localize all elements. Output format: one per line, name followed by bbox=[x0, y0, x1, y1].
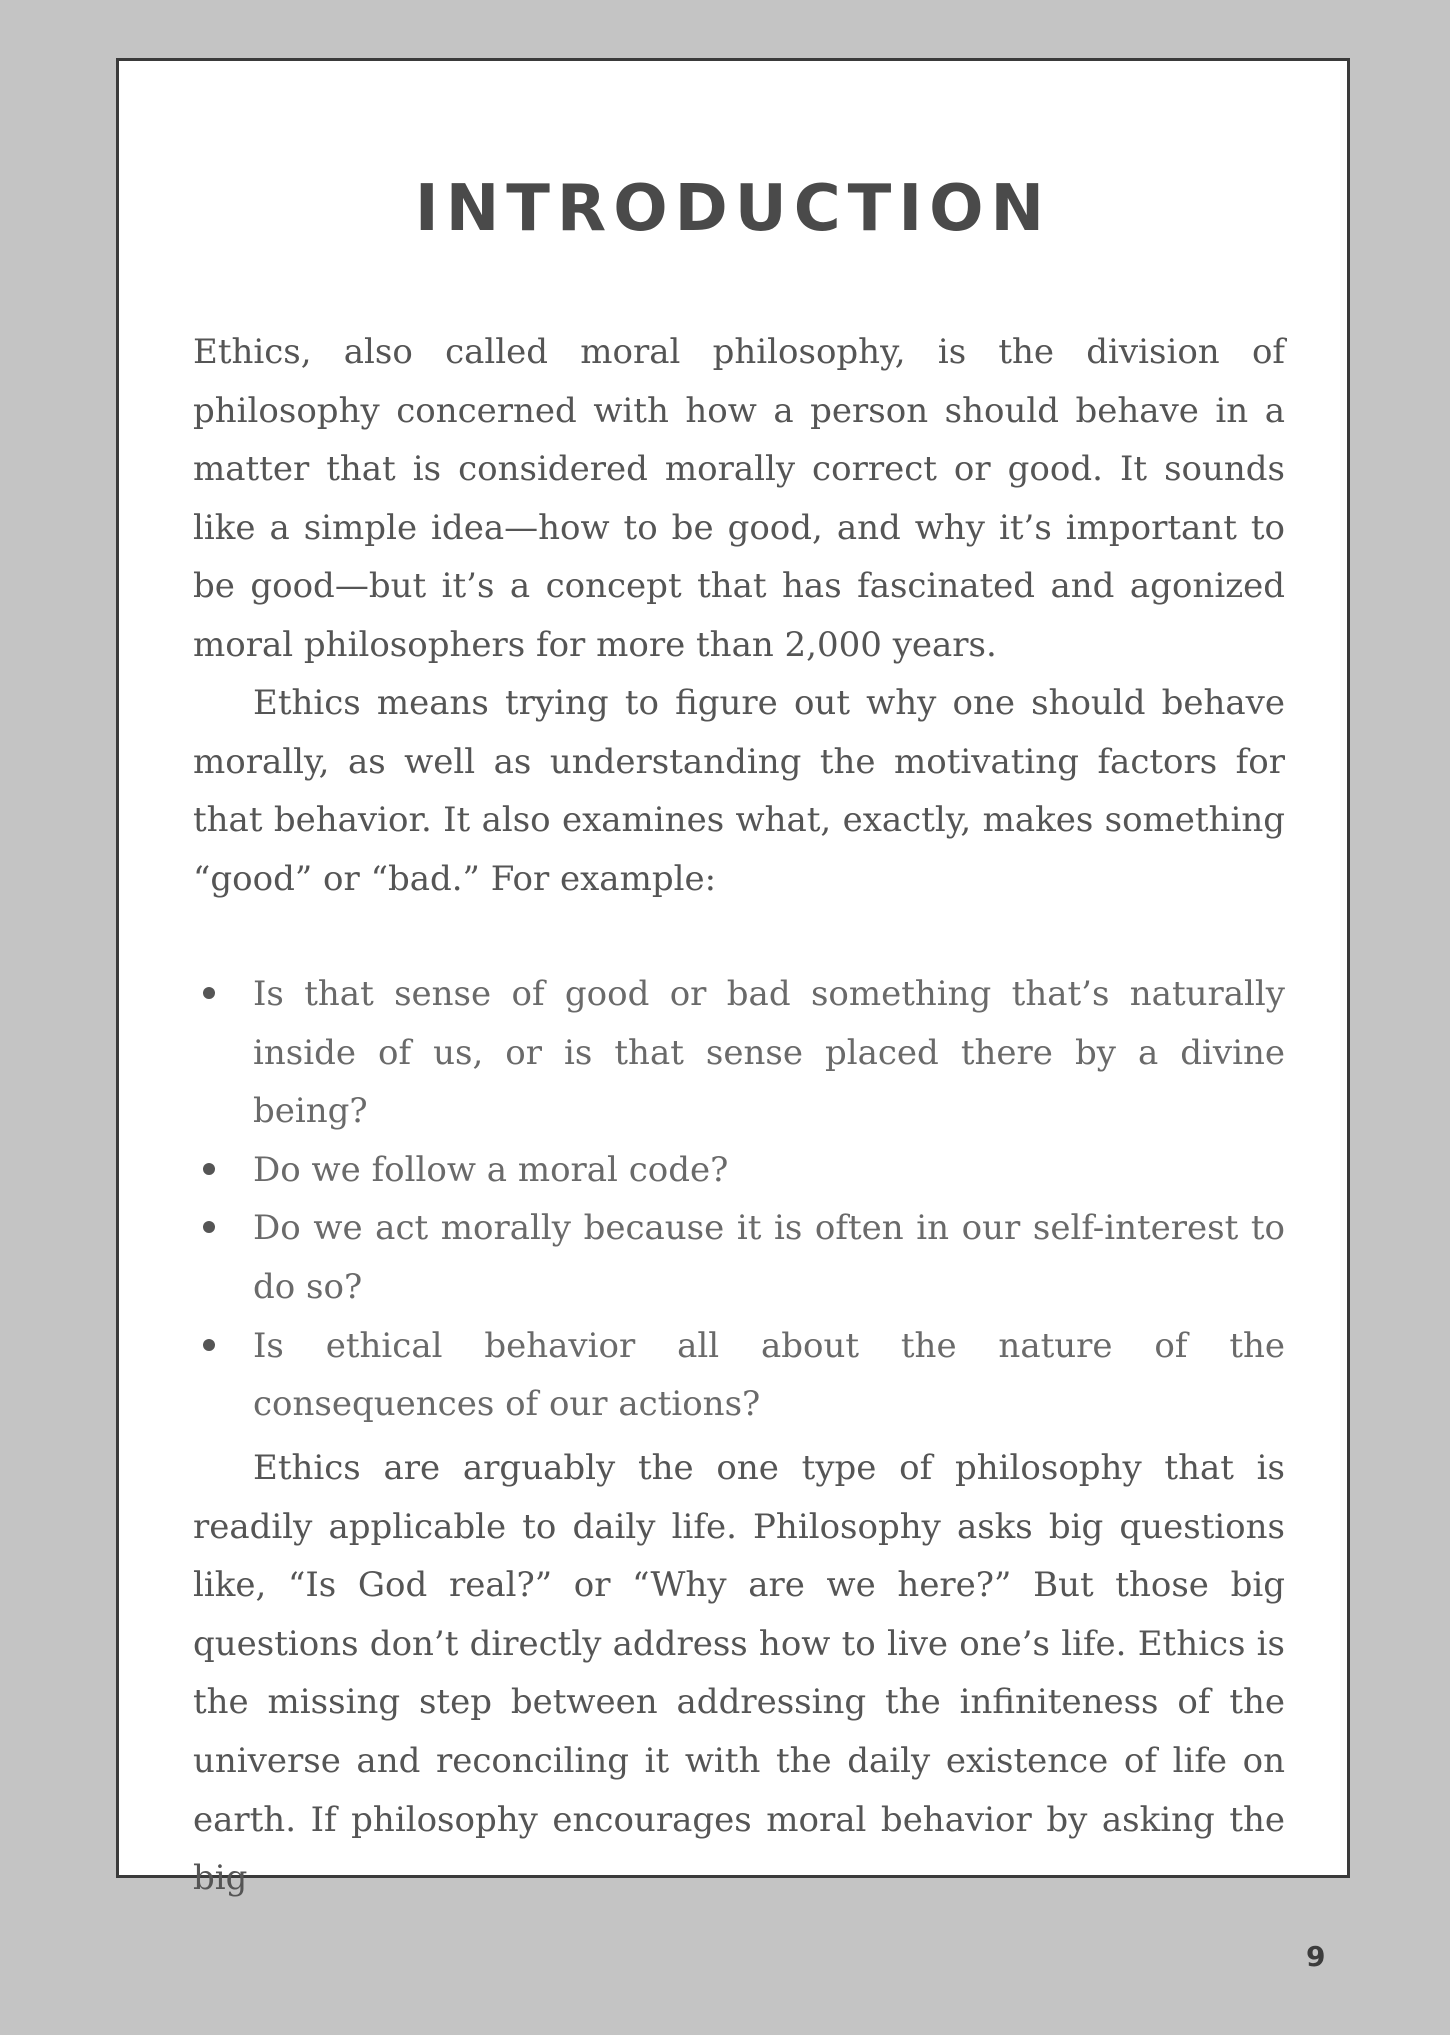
text-panel bbox=[116, 58, 1350, 1899]
list-item-text: Is ethical behavior all about the nature of the consequences of our actions? bbox=[253, 1325, 1285, 1425]
page-title: INTRODUCTION bbox=[414, 172, 1052, 246]
list-item-text: Do we act morally because it is often in our self-interest to do so? bbox=[253, 1208, 1285, 1307]
paragraph-2: Ethics means trying to figure out why one should behave morally, as well as understanding the motivating factors for that behavior. It also examines what, exactly, makes something “good” or “bad.” For example: bbox=[193, 683, 1285, 899]
list-item bbox=[193, 1317, 1285, 1434]
list-item-text: Is that sense of good or bad something that’s naturally inside of us, or is that sense placed there by a divine being? bbox=[253, 974, 1285, 1132]
list-item-text: Do we follow a moral code? bbox=[253, 1149, 729, 1190]
list-item bbox=[193, 1141, 1285, 1200]
bullet-icon bbox=[203, 987, 215, 999]
bullet-icon bbox=[203, 1163, 215, 1175]
page-number: 9 bbox=[1306, 1940, 1326, 1973]
bullet-icon bbox=[203, 1339, 215, 1351]
list-item bbox=[193, 965, 1285, 1141]
list-item bbox=[193, 1199, 1285, 1316]
question-list bbox=[193, 965, 1285, 1434]
paragraph-3: Ethics are arguably the one type of philosophy that is readily applicable to daily life. Philosophy asks big questions like, “Is God real?” or “Why are we here?” But those big questions don’t directly address how to live one’s life. Ethics is the missing step between addressing the infiniteness of the universe and reconciling it with the daily existence of life on earth. If philosophy encourages moral behavior by asking the big bbox=[193, 1448, 1285, 1899]
bullet-icon bbox=[203, 1221, 215, 1233]
paragraph-1: Ethics, also called moral philosophy, is the division of philosophy concerned with how a person should behave in a matter that is considered morally correct or good. It sounds like a simple idea—how to be good, and why it’s important to be good—but it’s a concept that has fascinated and agonized moral philosophers for more than 2,000 years. bbox=[193, 332, 1285, 665]
